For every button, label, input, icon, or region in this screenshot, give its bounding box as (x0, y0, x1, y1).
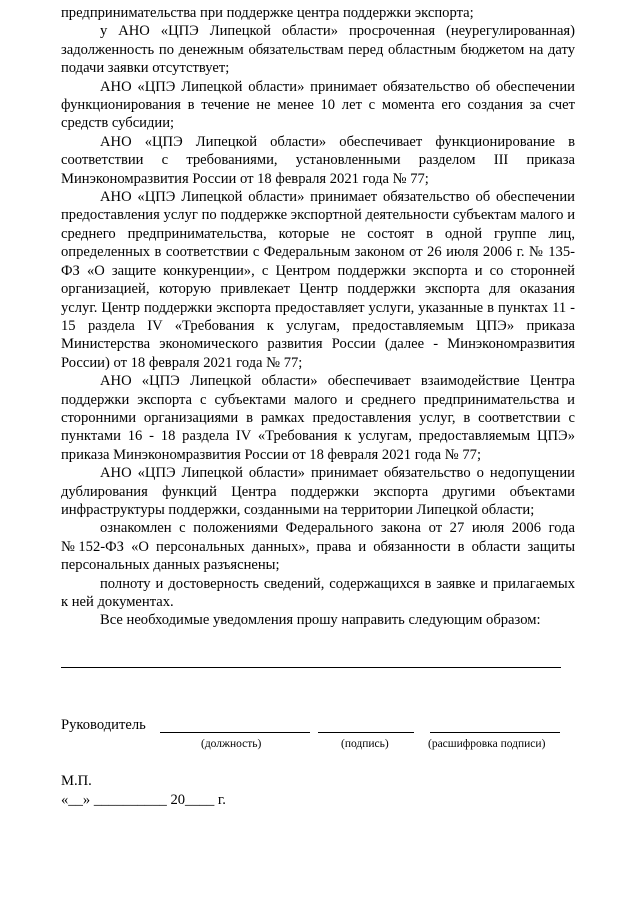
stamp-mark: М.П. (61, 773, 92, 789)
signature-row (61, 717, 581, 737)
paragraph-9: полноту и достоверность сведений, содержащихся в заявке и прилагаемых к ней документах. (61, 575, 575, 610)
paragraph-5: АНО «ЦПЭ Липецкой области» принимает обязательство об обеспечении предоставления услуг по поддержке экспортной деятельности субъектам малого и среднего предпринимательства, которые не состоят в одной группе лиц, определенных в соответствии с Федеральным законом от 26 июля 2006 г. № 135-ФЗ «О защите конкуренции», с Центром поддержки экспорта и со сторонней организацией, которую привлекает Центр поддержки экспорта для оказания услуг. Центр поддержки экспорта предоставляет услуги, указанные в пунктах 11 - 15 раздела IV «Требования к услугам, предоставляемым ЦПЭ» приказа Министерства экономического развития России (далее - Минэкономразвития России) от 18 февраля 2021 года № 77; (61, 189, 575, 371)
date-line: «__» __________ 20____ г. (61, 792, 226, 808)
paragraph-8: ознакомлен с положениями Федерального закона от 27 июля 2006 года №152-ФЗ «О персональных данных», права и обязанности в области защиты персональных данных разъяснены; (61, 520, 575, 574)
position-blank-line (160, 732, 310, 733)
paragraph-1: предпринимательства при поддержке центра поддержки экспорта; (61, 5, 474, 21)
paragraph-7: АНО «ЦПЭ Липецкой области» принимает обязательство о недопущении дублирования функций Центра поддержки экспорта другими объектами инфраструктуры поддержки, созданными на территории Липецкой области; (61, 465, 575, 518)
decoding-blank-line (430, 732, 560, 733)
signature-blank-line (318, 732, 414, 733)
caption-signature: (подпись) (341, 738, 389, 750)
paragraph-4: АНО «ЦПЭ Липецкой области» обеспечивает функционирование в соответствии с требованиями, установленными разделом III приказа Минэкономразвития России от 18 февраля 2021 года № 77; (61, 133, 575, 187)
signature-label: Руководитель (61, 717, 146, 733)
paragraph-6: АНО «ЦПЭ Липецкой области» обеспечивает взаимодействие Центра поддержки экспорта с субъектами малого и среднего предпринимательства и сторонними организациями в рамках предоставления услуг, в соответствии с пунктами 16 - 18 раздела IV «Требования к услугам, предоставляемым ЦПЭ» приказа Минэкономразвития России от 18 февраля 2021 года № 77; (61, 373, 575, 463)
caption-position: (должность) (201, 738, 262, 750)
paragraph-2: у АНО «ЦПЭ Липецкой области» просроченная (неурегулированная) задолженность по денежным обязательствам перед областным бюджетом на дату подачи заявки отсутствует; (61, 23, 575, 77)
notification-blank-line (61, 667, 561, 668)
paragraph-3: АНО «ЦПЭ Липецкой области» принимает обязательство об обеспечении функционирования в течение не менее 10 лет с момента его создания за счет средств субсидии; (61, 78, 575, 132)
caption-decoding: (расшифровка подписи) (428, 738, 546, 750)
paragraph-10: Все необходимые уведомления прошу направить следующим образом: (100, 612, 541, 629)
document-body (61, 4, 575, 630)
